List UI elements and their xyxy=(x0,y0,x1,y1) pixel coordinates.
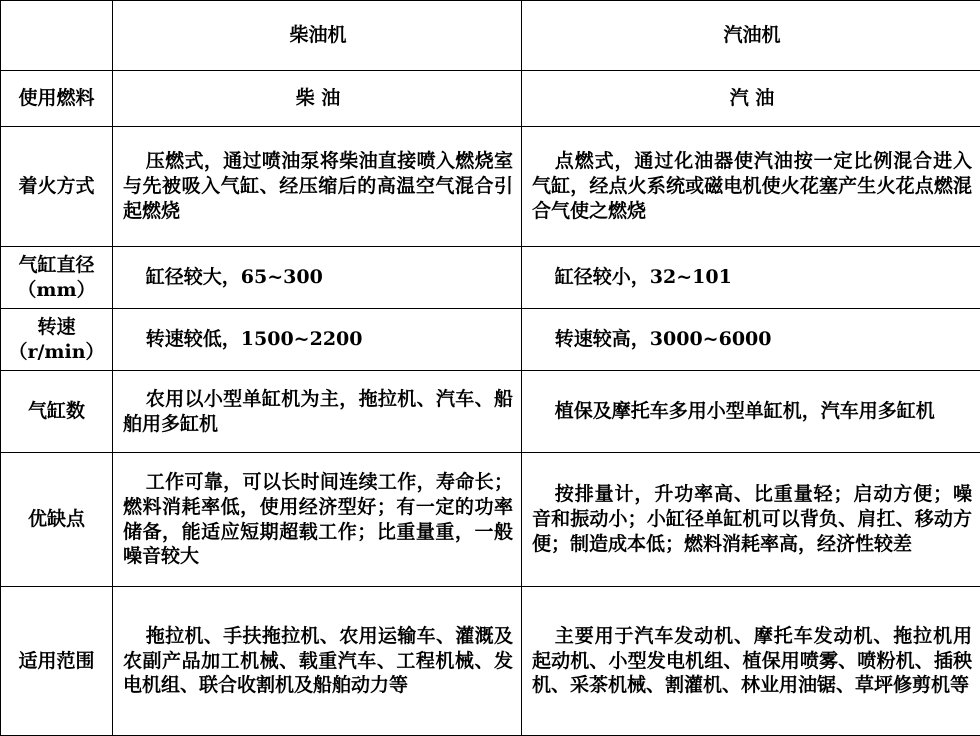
table-row xyxy=(1,71,980,127)
gasoline-cell: 按排量计，升功率高、比重量轻；启动方便；噪音和振动小；小缸径单缸机可以背负、肩扛、移动方便；制造成本低；燃料消耗率高，经济性较差 xyxy=(522,453,980,587)
gasoline-cell: 主要用于汽车发动机、摩托车发动机、拖拉机用起动机、小型发电机组、植保用喷雾、喷粉机、插秧机、采茶机械、割灌机、林业用油锯、草坪修剪机等 xyxy=(522,587,980,736)
table-header-row xyxy=(1,1,980,71)
table-row xyxy=(1,247,980,309)
row-label-fuel: 使用燃料 xyxy=(1,71,113,127)
gasoline-cell: 植保及摩托车多用小型单缸机，汽车用多缸机 xyxy=(522,371,980,453)
diesel-cell: 柴 油 xyxy=(113,71,522,127)
gasoline-cell: 缸径较小，32~101 xyxy=(522,247,980,309)
table-row xyxy=(1,453,980,587)
table-row xyxy=(1,587,980,736)
header-diesel: 柴油机 xyxy=(113,1,522,71)
gasoline-cell: 汽 油 xyxy=(522,71,980,127)
row-label-scope: 适用范围 xyxy=(1,587,113,736)
diesel-cell: 农用以小型单缸机为主，拖拉机、汽车、船舶用多缸机 xyxy=(113,371,522,453)
diesel-cell: 缸径较大，65~300 xyxy=(113,247,522,309)
table-row xyxy=(1,371,980,453)
row-label-pros-cons: 优缺点 xyxy=(1,453,113,587)
row-label-cylinders: 气缸数 xyxy=(1,371,113,453)
row-label-speed: 转速（r/min） xyxy=(1,309,113,371)
gasoline-cell: 转速较高，3000~6000 xyxy=(522,309,980,371)
header-corner-cell xyxy=(1,1,113,71)
diesel-cell: 工作可靠，可以长时间连续工作，寿命长；燃料消耗率低，使用经济型好；有一定的功率储备，能适应短期超载工作；比重量重，一般噪音较大 xyxy=(113,453,522,587)
diesel-cell: 压燃式，通过喷油泵将柴油直接喷入燃烧室与先被吸入气缸、经压缩后的高温空气混合引起燃烧 xyxy=(113,127,522,247)
table-row xyxy=(1,127,980,247)
gasoline-cell: 点燃式，通过化油器使汽油按一定比例混合进入气缸，经点火系统或磁电机使火花塞产生火花点燃混合气使之燃烧 xyxy=(522,127,980,247)
diesel-cell: 转速较低，1500~2200 xyxy=(113,309,522,371)
diesel-cell: 拖拉机、手扶拖拉机、农用运输车、灌溉及农副产品加工机械、载重汽车、工程机械、发电机组、联合收割机及船舶动力等 xyxy=(113,587,522,736)
row-label-bore: 气缸直径（mm） xyxy=(1,247,113,309)
table-row xyxy=(1,309,980,371)
row-label-ignition: 着火方式 xyxy=(1,127,113,247)
header-gasoline: 汽油机 xyxy=(522,1,980,71)
